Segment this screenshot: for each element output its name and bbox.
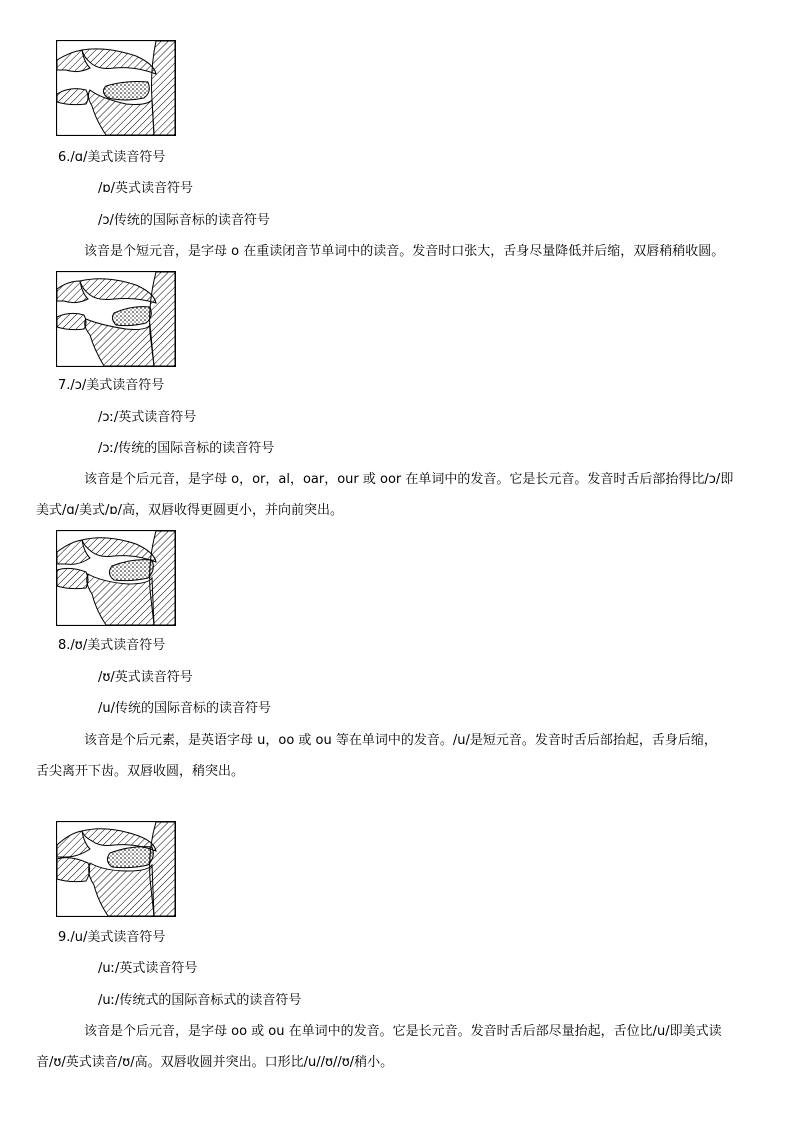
section-8-traditional: /u/传统的国际音标的读音符号: [98, 701, 271, 716]
section-8-description: 该音是个后元素，是英语字母 u，oo 或 ou 等在单词中的发音。/u/是短元音。发音时舌后部抬起，舌身后缩，: [84, 733, 717, 748]
section-7-description: 该音是个后元音，是字母 o，or，al，oar，our 或 oor 在单词中的发音。它是长元音。发音时舌后部抬得比/ɔ/即: [84, 472, 734, 487]
section-6-traditional: /ɔ/传统的国际音标的读音符号: [98, 213, 270, 228]
section-6-british: /ɒ/英式读音符号: [98, 181, 194, 196]
section-9-description-cont: 音/ʊ/英式读音/ʊ/高。双唇收圆并突出。口形比/u//ʊ//ʊ/稍小。: [36, 1055, 394, 1070]
section-9-traditional: /uː/传统式的国际音标式的读音符号: [98, 993, 302, 1008]
mouth-diagram-6: [56, 40, 176, 136]
section-7-british: /ɔː/英式读音符号: [98, 410, 197, 425]
mouth-diagram-7: [56, 271, 176, 367]
section-8-british: /ʊ/英式读音符号: [98, 670, 193, 685]
mouth-diagram-8: [56, 530, 176, 626]
section-9-description: 该音是个后元音，是字母 oo 或 ou 在单词中的发音。它是长元音。发音时舌后部尽量抬起，舌位比/u/即美式读: [84, 1024, 722, 1039]
section-9-title: 9./u/美式读音符号: [58, 930, 166, 945]
section-8-title: 8./ʊ/美式读音符号: [58, 638, 166, 653]
section-6-title: 6./ɑ/美式读音符号: [58, 150, 166, 165]
section-6-description: 该音是个短元音，是字母 o 在重读闭音节单词中的读音。发音时口张大，舌身尽量降低并后缩，双唇稍稍收圆。: [84, 244, 725, 259]
section-7-title: 7./ɔ/美式读音符号: [58, 378, 165, 393]
section-9-british: /uː/英式读音符号: [98, 961, 198, 976]
section-7-description-cont: 美式/ɑ/美式/ɒ/高，双唇收得更圆更小，并向前突出。: [36, 503, 344, 518]
section-8-description-cont: 舌尖离开下齿。双唇收圆，稍突出。: [36, 764, 245, 779]
section-7-traditional: /ɔː/传统的国际音标的读音符号: [98, 441, 275, 456]
mouth-diagram-9: [56, 821, 176, 917]
